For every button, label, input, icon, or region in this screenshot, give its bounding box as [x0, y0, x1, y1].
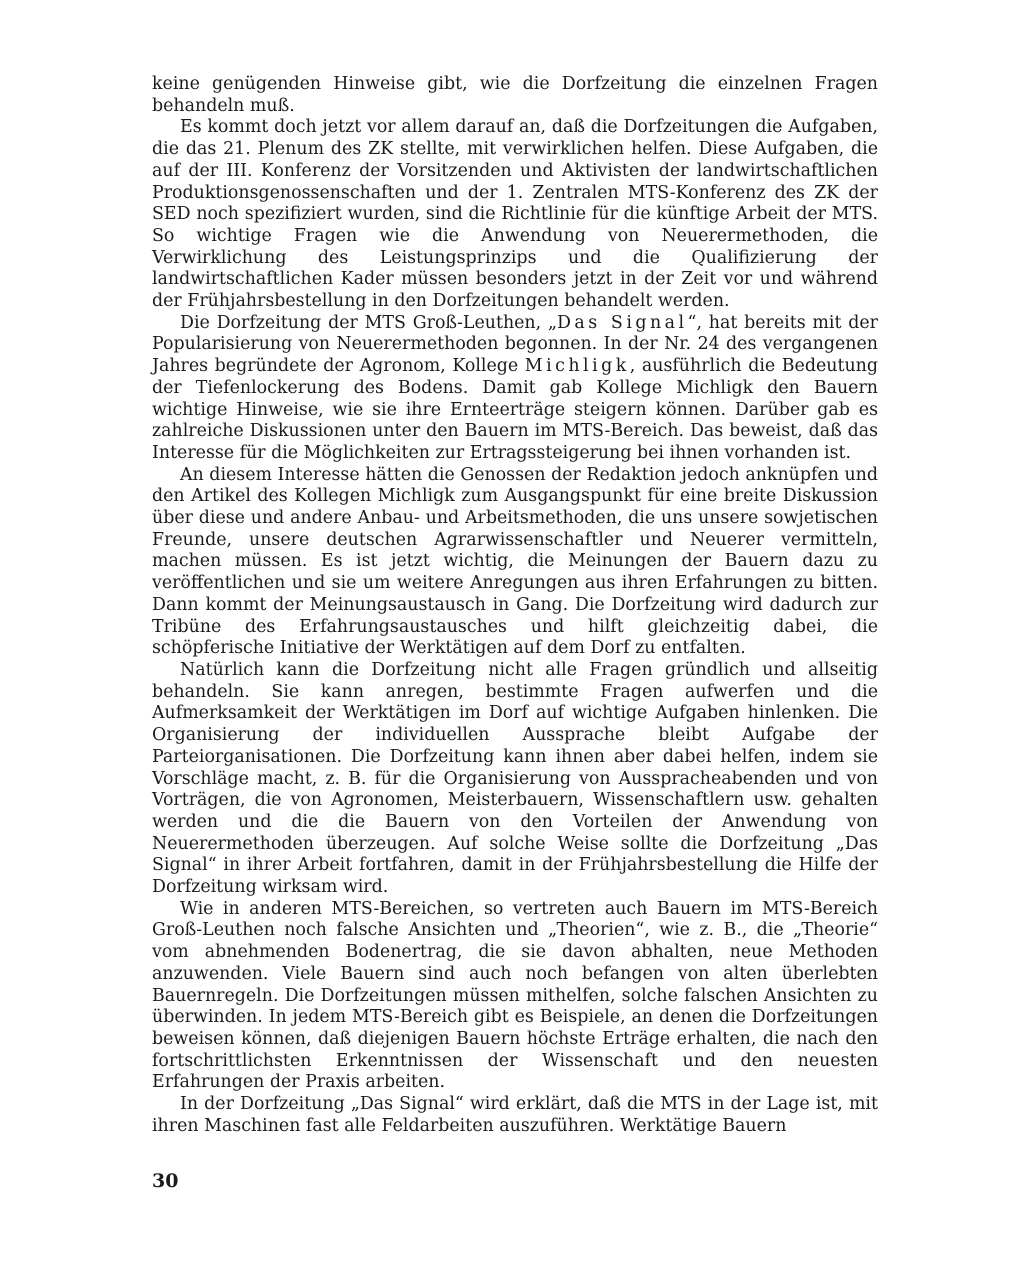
paragraph-3-part-c: “, hat bereits mit der Popularisierung von Neuerermethoden begonnen. In der Nr. 24 des vergangenen Jahres begründete der Agronom, Kollege	[152, 312, 878, 377]
paragraph-6: Wie in anderen MTS-Bereichen, so vertreten auch Bauern im MTS-Bereich Groß-Leuthen noch falsche Ansichten und „Theorien“, wie z. B., die „Theorie“ vom abnehmenden Bodenertrag, die sie davon abhalten, neue Methoden anzuwenden. Viele Bauern sind auch noch befangen von alten überlebten Bauernregeln. Die Dorfzeitungen müssen mithelfen, solche falschen Ansichten zu überwinden. In jedem MTS-Bereich gibt es Beispiele, an denen die Dorfzeitungen beweisen können, daß diejenigen Bauern höchste Erträge erhalten, die nach den fortschrittlichsten Erkenntnissen der Wissenschaft und den neuesten Erfahrungen der Praxis arbeiten.	[152, 898, 878, 1093]
page-number: 30	[152, 1170, 179, 1192]
paragraph-3-part-a: Die Dorfzeitung der MTS Groß-Leuthen, „	[180, 312, 557, 333]
paragraph-3-part-e: , ausführlich die Bedeutung der Tiefenlockerung des Bodens. Damit gab Kollege Michligk den Bauern wichtige Hinweise, wie sie ihre Ernteerträge steigern können. Darüber gab es zahlreiche Diskussionen unter den Bauern im MTS-Bereich. Das beweist, daß das Interesse für die Möglichkeiten zur Ertragssteigerung bei ihnen vorhanden ist.	[152, 356, 878, 463]
paragraph-5: Natürlich kann die Dorfzeitung nicht alle Fragen gründlich und allseitig behandeln. Sie kann anregen, bestimmte Fragen aufwerfen und die Aufmerksamkeit der Werktätigen im Dorf auf wichtige Aufgaben hinlenken. Die Organisierung der individuellen Aussprache bleibt Aufgabe der Parteiorganisationen. Die Dorfzeitung kann ihnen aber dabei helfen, indem sie Vorschläge macht, z. B. für die Organisierung von Ausspracheabenden und von Vorträgen, die von Agronomen, Meisterbauern, Wissenschaftlern usw. gehalten werden und die die Bauern von den Vorteilen der Anwendung von Neuerermethoden überzeugen. Auf solche Weise sollte die Dorfzeitung „Das Signal“ in ihrer Arbeit fortfahren, damit in der Frühjahrsbestellung die Hilfe der Dorfzeitung wirksam wird.	[152, 659, 878, 898]
paragraph-4: An diesem Interesse hätten die Genossen der Redaktion jedoch anknüpfen und den Artikel des Kollegen Michligk zum Ausgangspunkt für eine breite Diskussion über diese und andere Anbau- und Arbeitsmethoden, die uns unsere sowjetischen Freunde, unsere deutschen Agrarwissenschaftler und Neuerer vermitteln, machen müssen. Es ist jetzt wichtig, die Meinungen der Bauern dazu zu veröffentlichen und sie um weitere Anregungen aus ihren Erfahrungen zu bitten. Dann kommt der Meinungsaustausch in Gang. Die Dorfzeitung wird dadurch zur Tribüne des Erfahrungsaustausches und hilft gleichzeitig dabei, die schöpferische Initiative der Werktätigen auf dem Dorf zu entfalten.	[152, 464, 878, 659]
person-name-spaced: Michligk	[524, 356, 630, 377]
body-text	[152, 74, 878, 1137]
paragraph-3	[152, 313, 878, 465]
paragraph-7: In der Dorfzeitung „Das Signal“ wird erklärt, daß die MTS in der Lage ist, mit ihren Maschinen fast alle Feldarbeiten auszuführen. Werktätige Bauern	[152, 1094, 878, 1136]
newspaper-title-spaced: Das Signal	[556, 312, 688, 333]
paragraph-2: Es kommt doch jetzt vor allem darauf an, daß die Dorfzeitungen die Aufgaben, die das 21. Plenum des ZK stellte, mit verwirklichen helfen. Diese Aufgaben, die auf der III. Konferenz der Vorsitzenden und Aktivisten der landwirtschaftlichen Produktionsgenossenschaften und der 1. Zentralen MTS-Konferenz des ZK der SED noch spezifiziert wurden, sind die Richtlinie für die künftige Arbeit der MTS. So wichtige Fragen wie die Anwendung von Neuerermethoden, die Verwirklichung des Leistungsprinzips und die Qualifizierung der landwirtschaftlichen Kader müssen besonders jetzt in der Zeit vor und während der Frühjahrsbestellung in den Dorfzeitungen behandelt werden.	[152, 117, 878, 312]
paragraph-1: keine genügenden Hinweise gibt, wie die Dorfzeitung die einzelnen Fragen behandeln muß.	[152, 74, 878, 116]
